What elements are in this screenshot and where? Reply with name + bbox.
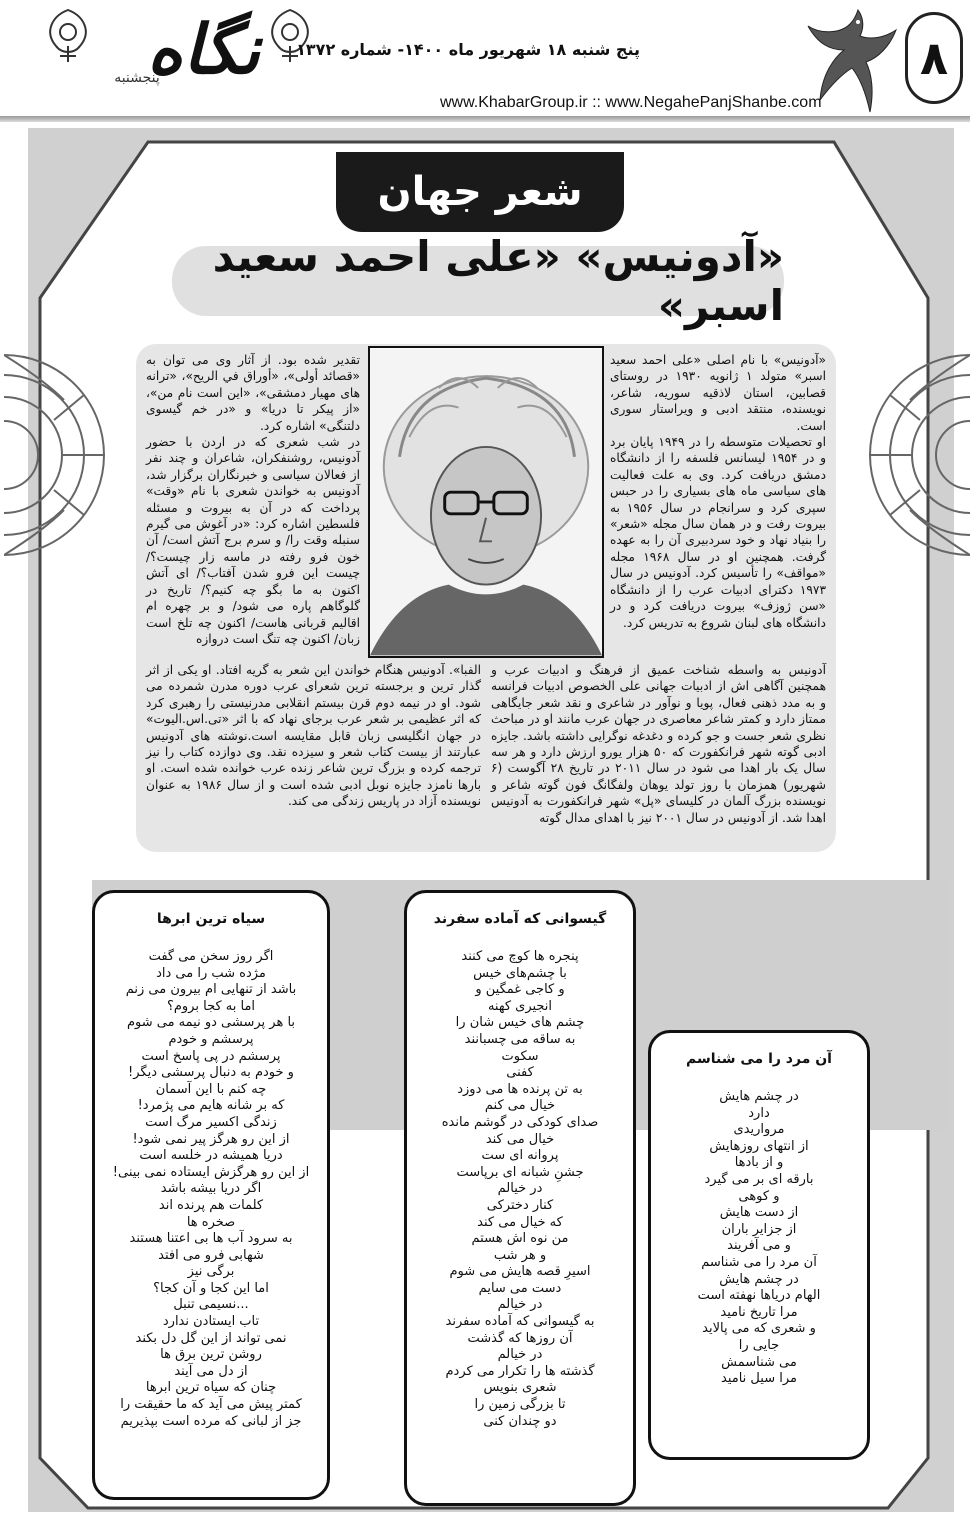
poem-line: روشن ترین برق ها (160, 1347, 262, 1363)
poem-lines (651, 1089, 867, 1388)
poem-line: در چشم هایش (719, 1271, 799, 1287)
issue-date: پنج شنبه ۱۸ شهریور ماه ۱۴۰۰- شماره ۱۳۷۲ (296, 40, 640, 59)
masthead (0, 0, 970, 128)
poem-line: اگر دریا بیشه باشد (160, 1181, 262, 1197)
poem-line: مژده شب را می داد (156, 965, 266, 981)
poem-lines (95, 949, 327, 1430)
poem-line: در خیالم (497, 1347, 543, 1363)
poem-line: جز از لبانی که مرده است بپذیریم (120, 1413, 302, 1429)
poem-line: از جزایر باران (721, 1221, 797, 1237)
poem-line: زندگی اکسیر مرگ است (145, 1114, 277, 1130)
poem-line: تا بزرگی زمین را (474, 1397, 566, 1413)
poem-line: با هر پرسشی دو نیمه می شوم (126, 1015, 296, 1031)
ornament-icon (40, 6, 96, 66)
poem-line: و شعری که می پالاید (702, 1321, 816, 1337)
poem-line: از این رو هرگز پیر نمی شود! (132, 1131, 290, 1147)
poem-line: و از بادها (734, 1155, 784, 1171)
poem-line: کفنی (506, 1065, 534, 1081)
poem-lines (407, 949, 633, 1430)
poem-line: و کوهی (738, 1188, 780, 1204)
poem-line: و هر شب (493, 1247, 547, 1263)
poem-line: الهام دریاها نهفته است (697, 1288, 821, 1304)
poem-line: کمتر پیش می آید که ما حقیقت را (120, 1397, 302, 1413)
poem-line: و خودم به دنبال پرسشی دیگر! (128, 1065, 294, 1081)
poem-line: پرسشم در پی پاسخ است (141, 1048, 281, 1064)
poem-line: برگی نیز (187, 1264, 235, 1280)
poem-card (92, 890, 330, 1500)
poem-line: با چشم‌های خیس (473, 965, 567, 981)
article-paragraph: در شب شعری که در اردن با حضور آدونیس، روشنفکران، شاعران و چند نفر از فعالان سیاسی و خبرنگاران برگزار شد، آدونیس به خواندن شعری با نام «وقت» پرداخت که در آن به بیروت و مسئله فلسطین اشاره کرد: «در آغوش می گیرم سنبله وقت را/ و سرم برج آتش است/ آن خون فرو رفته در ماسه زار چیست؟/ چیست این فرو شدن آفتاب؟/ ای آتش اکنون به ما بگو چه کنیم؟/ تاریخ در گلوگاهم پاره می شود/ و بر چهره ام اقالیم قربانی هاست/ اکنون چه تلخ است زبان/ اکنون چه تنگ است دروازه (146, 435, 360, 646)
poem-line: پروانه ای ست (481, 1148, 559, 1164)
poem-line: اما به کجا بروم؟ (166, 998, 256, 1014)
poem-line: از این رو هرگزش ایستاده نمی بینی! (112, 1164, 310, 1180)
poem-line: جایی را (738, 1337, 780, 1353)
poem-line: و کاجی غمگین و (475, 982, 565, 998)
poem-line: شهابی فرو می افتد (158, 1247, 264, 1263)
poem-line: آن مرد را می شناسم (701, 1254, 817, 1270)
article-headline: «آدونیس» «علی احمد سعید اسبر» (172, 246, 784, 316)
portrait-photo (368, 346, 604, 658)
newspaper-logo-subtitle: پنجشنبه (114, 70, 160, 86)
poem-line: باشد از تنهایی ام بیرون می زنم (125, 982, 297, 998)
poem-line: از انتهای روزهایش (709, 1138, 809, 1154)
poem-title: سیاه ترین ابرها (156, 911, 266, 927)
poem-line: جشنِ شبانه ای برپاست (456, 1164, 584, 1180)
poem-line: کلمات هم پرنده اند (158, 1197, 264, 1213)
article-column-left (146, 352, 360, 658)
poem-line: از دل می آیند (174, 1363, 248, 1379)
poem-line: ...نسیمی تنبل (173, 1297, 249, 1313)
poem-line: صدای کودکی در گوشم مانده (441, 1114, 599, 1130)
poem-line: گذشته ها را تکرار می کردم (445, 1363, 595, 1379)
article-paragraph: تقدیر شده بود. از آثار وی می توان به «قصائد أولی»، «أوراق في الريح»، «ترانه های مهیار دمشقی»، «این است نام من»، «از پیکر تا دریا» و «در خم گیسوی دلتنگی» اشاره کرد. (146, 353, 360, 433)
portrait-image (370, 348, 602, 656)
poem-line: به ساقه می چسبانند (464, 1031, 576, 1047)
article-paragraph: «آدونیس» با نام اصلی «علی احمد سعید اسبر» متولد ۱ ژانویه ۱۹۳۰ در روستای قصابین، استان لاذقیه سوریه، شاعر، نویسنده، منتقد ادبی و ویراستار سوری است. (610, 353, 826, 433)
poem-line: اگر روز سخن می گفت (148, 949, 274, 964)
poem-line: شعری بنویس (483, 1380, 557, 1396)
poem-line: انجیری کهنه (487, 998, 553, 1014)
poem-line: من نوه اش هستم (471, 1231, 569, 1247)
poem-line: مرواریدی (733, 1122, 785, 1138)
poem-line: مرا تاریخ نامید (720, 1304, 798, 1320)
header-divider (0, 116, 970, 122)
poem-line: دارد (748, 1105, 770, 1121)
poem-line: به سرود آب ها بی اعتنا هستند (129, 1231, 293, 1247)
poem-line: و می آفریند (727, 1238, 791, 1254)
poem-line: صخره ها (186, 1214, 236, 1230)
poem-line: در خیالم (497, 1181, 543, 1197)
poem-line: چه کنم با این آسمان (155, 1081, 267, 1097)
poem-line: که بر شانه هایم می پژمرد! (137, 1098, 285, 1114)
website-links[interactable]: www.KhabarGroup.ir :: www.NegahePanjShanbe.com (440, 94, 822, 111)
poem-line: می شناسمش (721, 1354, 797, 1370)
article-paragraph: آدونیس به واسطه شناخت عمیق از فرهنگ و ادبیات عرب و همچنین آگاهی اش از ادبیات جهانی علی الخصوص ادبیات فرانسه و به مدد ذهنی فعال، پویا و نوآور در شاعری و نقد شعر جایگاهی ممتاز دارد و کمتر شاعر معاصری در جهان عرب مانند او در مباحث نظری شعر جست و جو کرده و دغدغه نوگرایی داشته باشد. جایزه ادبی گوته شهر فرانکفورت که ۵۰ هزار یورو ارزش دارد و هر سه سال یک بار اهدا می شود در سال ۲۰۱۱ در تاریخ ۲۸ آگوست (۶ شهریور) همزمان با روز تولد یوهان ولفگانگ فون گوته شاعر و نویسنده بزرگ آلمان در کلیسای «پل» شهر فرانکفورت به آدونیس اهدا شد. از آدونیس در سال ۲۰۰۱ نیز با اهدای مدال گوته (491, 663, 827, 825)
poem-line: اما این کجا و آن کجا؟ (153, 1280, 269, 1296)
poem-line: بارقه ای بر می گیرد (704, 1171, 814, 1187)
poem-line: خیال می کند (485, 1131, 555, 1147)
poem-line: خیال می کنم (484, 1098, 556, 1114)
poem-line: سکوت (501, 1048, 539, 1064)
poem-line: اسیرِ قصه هایش می شوم (449, 1264, 591, 1280)
poem-line: که خیال می کند (477, 1214, 563, 1230)
poem-line: در خیالم (497, 1297, 543, 1313)
poem-line: تاب ایستادن ندارد (162, 1314, 260, 1330)
section-title: شعر جهان (336, 152, 624, 232)
poem-line: به گیسوانی که آماده سفرند (445, 1314, 595, 1330)
poem-line: از دست هایش (719, 1205, 799, 1221)
article-column-wide (146, 662, 826, 850)
poem-title: آن مرد را می شناسم (686, 1051, 832, 1067)
mandala-ornament-icon (4, 340, 114, 570)
article-column-right (610, 352, 826, 658)
mandala-ornament-icon (860, 340, 970, 570)
poem-title: گیسوانی که آماده سفرند (433, 911, 607, 927)
poem-line: آن روزها که گذشت (467, 1330, 573, 1346)
poem-line: در چشم هایش (719, 1089, 799, 1104)
poem-line: پنجره ها کوچ می کنند (461, 949, 579, 964)
poem-card (648, 1030, 870, 1460)
article-paragraph: الفبا». آدونیس هنگام خواندن این شعر به گریه افتاد. او یکی از اثر گذار ترین و برجسته ترین شعرای عرب دوره مدرن شمرده می شود. او در نیمه دوم قرن بیستم انقلابی مدرنیستی را رهبری کرد که اثر عظیمی بر شعر عرب برجای نهاد که با اثر «تی.اس.الیوت» در جهان انگلیسی زبان قابل مقایسه است.نوشته های آدونیس عبارتند از بیست کتاب شعر و سیزده نقد. وی دوازده کتاب را نیز ترجمه کرده و بزرگ ترین شاعر زنده عرب خوانده شده است. او بارها نامزد جایزه نوبل ادبی شده است و از سال ۱۹۸۶ به عنوان نویسنده آزاد در پاریس زندگی می کند. (146, 663, 482, 809)
poem-line: دو چندان کنی (483, 1413, 557, 1429)
poem-card (404, 890, 636, 1506)
poem-line: پرسشم و خودم (168, 1031, 254, 1047)
poem-line: چشم های خیس شان را (455, 1015, 585, 1031)
newspaper-logo: نگاه (147, 10, 260, 90)
poem-line: کنار دخترکی (486, 1197, 554, 1213)
page-number-badge: ۸ (905, 12, 963, 104)
poem-line: چنان که سیاه ترین ابرها (145, 1380, 277, 1396)
poem-line: مرا سیل نامید (721, 1371, 797, 1387)
poem-line: دست می سایم (478, 1280, 562, 1296)
poem-line: دریا همیشه در خلسه است (139, 1148, 283, 1164)
article-paragraph: او تحصیلات متوسطه را در ۱۹۴۹ پایان برد و در ۱۹۵۴ لیسانس فلسفه را از دانشگاه دمشق دریافت کرد. وی به علت فعالیت های سیاسی ماه های بسیاری را در حبس سپری کرد و سرانجام در سال ۱۹۵۶ به بیروت رفت و در همان سال مجله «شعر» را بنیاد نهاد و خود سردبیری آن را به عهده گرفت. همچنین او در سال ۱۹۶۸ مجله «مواقف» را تأسیس کرد. آدونیس در سال ۱۹۷۳ دکترای ادبیات عرب را از دانشگاه «سن ژوزف» بیروت دریافت کرد و در دانشگاه های لبنان شروع به تدریس کرد. (610, 435, 827, 630)
poem-line: نمی تواند از این گل دل بکند (135, 1330, 287, 1346)
poem-line: به تن پرنده ها می دوزد (457, 1081, 583, 1097)
